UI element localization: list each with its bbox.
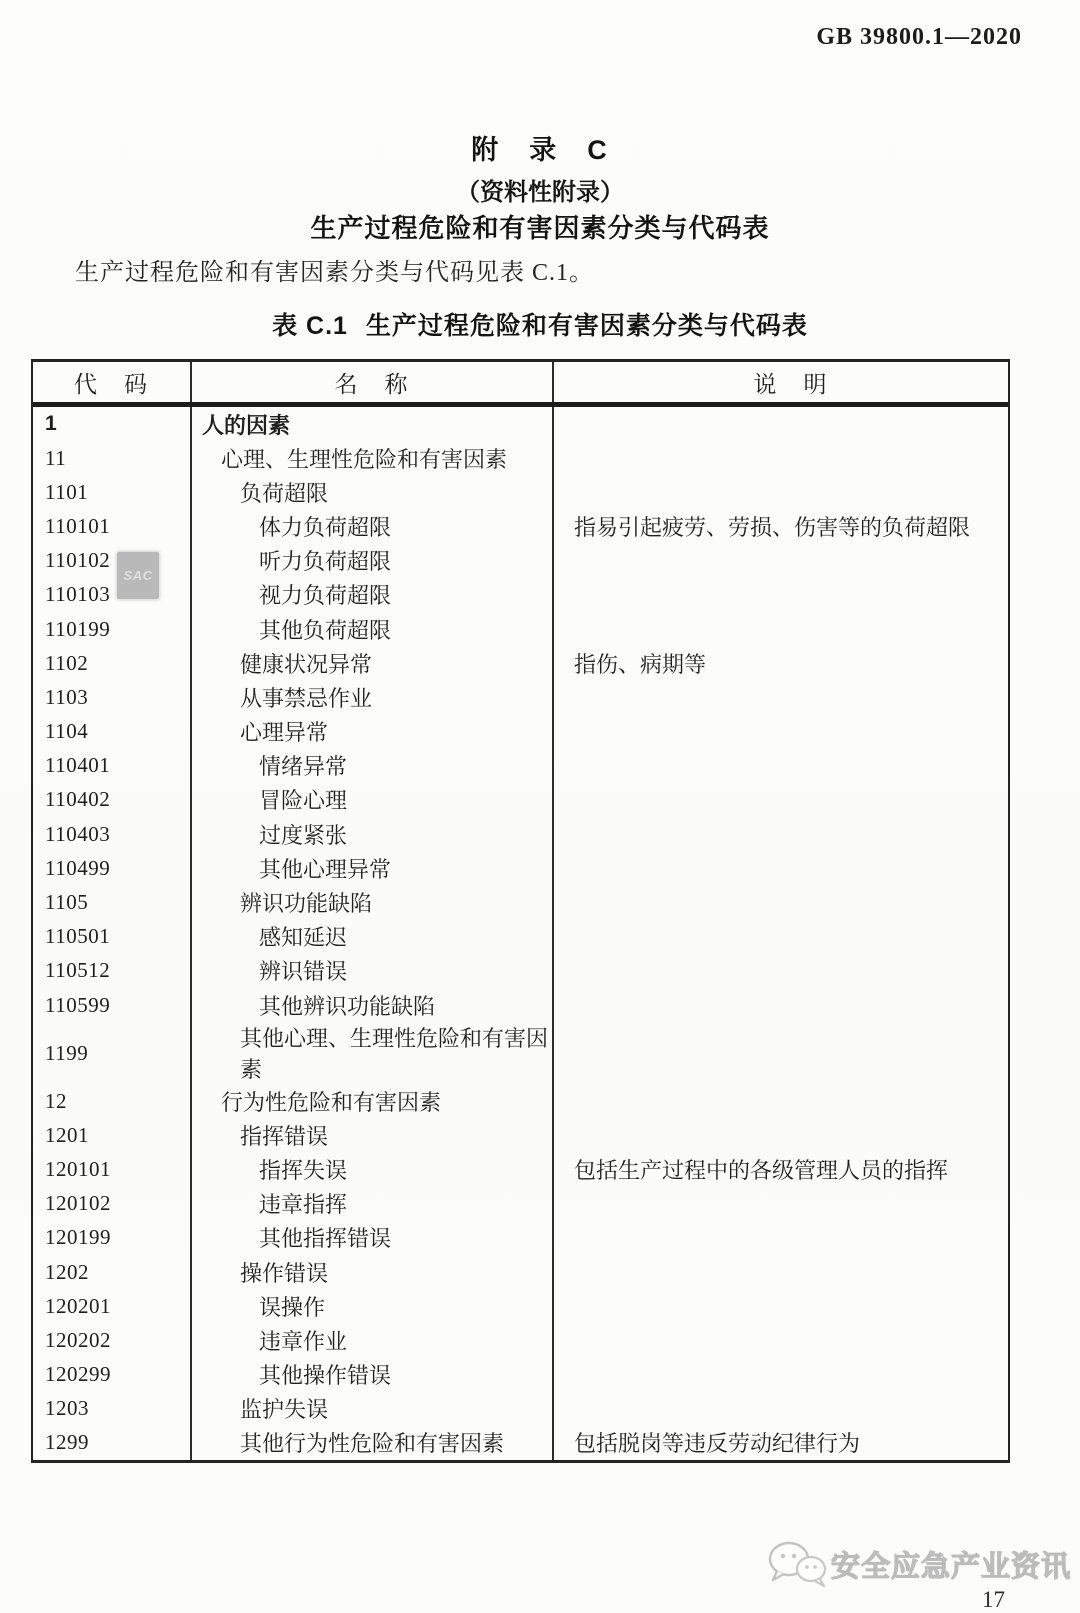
- footer-watermark: [765, 1538, 1071, 1590]
- standard-number: GB 39800.1—2020: [816, 24, 1022, 50]
- table-row: [33, 988, 1008, 1022]
- cell-name: 辨识错误: [192, 954, 554, 988]
- table-row: [33, 1187, 1008, 1221]
- cell-code: 1101: [33, 475, 192, 509]
- table-row: [33, 1221, 1008, 1255]
- cell-name: 负荷超限: [192, 475, 554, 509]
- table-header-row: [33, 362, 1008, 407]
- cell-code: 11: [33, 441, 192, 475]
- table-row: [33, 1022, 1008, 1084]
- wechat-icon: [765, 1538, 831, 1590]
- cell-name: 其他心理、生理性危险和有害因素: [192, 1022, 554, 1084]
- cell-note: [554, 1323, 1008, 1357]
- cell-note: [554, 1392, 1008, 1426]
- cell-note: 包括脱岗等违反劳动纪律行为: [574, 1431, 861, 1457]
- table-row: [33, 1084, 1008, 1118]
- table-row: [33, 544, 1008, 578]
- cell-name: 指挥失误: [192, 1152, 554, 1186]
- cell-note: [554, 578, 1008, 612]
- table-row: [33, 715, 1008, 749]
- cell-name: 人的因素: [192, 407, 554, 441]
- cell-name: 指挥错误: [192, 1118, 554, 1152]
- table-caption: [0, 306, 1080, 342]
- cell-note: 指易引起疲劳、劳损、伤害等的负荷超限: [574, 515, 971, 541]
- cell-code: 1103: [33, 680, 192, 714]
- cell-name: 其他指挥错误: [192, 1221, 554, 1255]
- footer-brand-text: 安全应急产业资讯: [831, 1550, 1072, 1583]
- page-number: 17: [982, 1587, 1005, 1612]
- cell-name: 心理、生理性危险和有害因素: [192, 441, 554, 475]
- appendix-title: 附 录 C: [471, 135, 609, 165]
- sac-watermark-stamp: SAC: [117, 552, 159, 599]
- cell-name: 行为性危险和有害因素: [192, 1084, 554, 1118]
- table-row: [33, 817, 1008, 851]
- cell-code: 110199: [33, 612, 192, 646]
- cell-name: 体力负荷超限: [192, 510, 554, 544]
- cell-code: 120199: [33, 1221, 192, 1255]
- table-caption-number: 表 C.1: [272, 312, 348, 340]
- cell-note: [554, 1255, 1008, 1289]
- cell-code: 110499: [33, 851, 192, 885]
- table-row: [33, 441, 1008, 475]
- table-row: [33, 475, 1008, 509]
- cell-code: 1104: [33, 715, 192, 749]
- cell-name: 监护失误: [192, 1392, 554, 1426]
- cell-name: 过度紧张: [192, 817, 554, 851]
- cell-name: 其他心理异常: [192, 851, 554, 885]
- cell-note: [554, 715, 1008, 749]
- cell-code: 120202: [33, 1323, 192, 1357]
- cell-note: [554, 1289, 1008, 1323]
- cell-code: 110512: [33, 954, 192, 988]
- cell-code: 1202: [33, 1255, 192, 1289]
- cell-code: 1203: [33, 1392, 192, 1426]
- cell-code: 1102: [33, 646, 192, 680]
- column-header-code: 代 码: [33, 362, 192, 402]
- table-row: [33, 646, 1008, 680]
- cell-note: [554, 988, 1008, 1022]
- table-row: [33, 1392, 1008, 1426]
- classification-table: [31, 359, 1010, 1463]
- intro-paragraph: 生产过程危险和有害因素分类与代码见表 C.1。: [75, 260, 595, 286]
- cell-note: 包括生产过程中的各级管理人员的指挥: [574, 1158, 949, 1184]
- cell-code: 110101: [33, 510, 192, 544]
- cell-name: 从事禁忌作业: [192, 680, 554, 714]
- table-row: [33, 680, 1008, 714]
- cell-code: 120201: [33, 1289, 192, 1323]
- cell-note: [554, 783, 1008, 817]
- cell-code: 120101: [33, 1152, 192, 1186]
- cell-name: 违章作业: [192, 1323, 554, 1357]
- cell-code: 120102: [33, 1187, 192, 1221]
- cell-name: 其他负荷超限: [192, 612, 554, 646]
- cell-code: 110402: [33, 783, 192, 817]
- table-row: [33, 783, 1008, 817]
- cell-code: 120299: [33, 1357, 192, 1391]
- classification-table-body: [33, 407, 1008, 1460]
- table-row: [33, 612, 1008, 646]
- appendix-heading: 生产过程危险和有害因素分类与代码表: [310, 213, 770, 243]
- cell-note: [554, 1084, 1008, 1118]
- cell-name: 情绪异常: [192, 749, 554, 783]
- cell-name: 冒险心理: [192, 783, 554, 817]
- table-caption-title: 生产过程危险和有害因素分类与代码表: [365, 312, 808, 340]
- table-row: [33, 851, 1008, 885]
- cell-note: [554, 544, 1008, 578]
- cell-code: 110403: [33, 817, 192, 851]
- cell-note: [554, 954, 1008, 988]
- cell-name: 操作错误: [192, 1255, 554, 1289]
- table-row: [33, 1255, 1008, 1289]
- cell-name: 其他操作错误: [192, 1357, 554, 1391]
- cell-note: [554, 475, 1008, 509]
- cell-note: [554, 1357, 1008, 1391]
- cell-name: 其他行为性危险和有害因素: [192, 1426, 554, 1460]
- cell-note: [554, 885, 1008, 919]
- cell-code: 1299: [33, 1426, 192, 1460]
- table-row: [33, 749, 1008, 783]
- cell-name: 其他辨识功能缺陷: [192, 988, 554, 1022]
- cell-code: 110599: [33, 988, 192, 1022]
- table-row: [33, 954, 1008, 988]
- cell-name: 心理异常: [192, 715, 554, 749]
- cell-note: [554, 1221, 1008, 1255]
- table-row: [33, 510, 1008, 544]
- cell-note: [554, 749, 1008, 783]
- cell-note: 指伤、病期等: [574, 651, 707, 677]
- cell-note: [554, 1118, 1008, 1152]
- cell-note: [554, 817, 1008, 851]
- table-row: [33, 1357, 1008, 1391]
- cell-name: 健康状况异常: [192, 646, 554, 680]
- cell-name: 感知延迟: [192, 920, 554, 954]
- table-row: [33, 1289, 1008, 1323]
- appendix-subtitle: （资料性附录）: [456, 179, 624, 206]
- cell-code: 1105: [33, 885, 192, 919]
- cell-note: [554, 612, 1008, 646]
- cell-note: [554, 680, 1008, 714]
- table-row: [33, 1323, 1008, 1357]
- cell-code: 1201: [33, 1118, 192, 1152]
- cell-note: [554, 851, 1008, 885]
- cell-note: [554, 920, 1008, 954]
- table-row: [33, 578, 1008, 612]
- table-row: [33, 1426, 1008, 1460]
- cell-note: [554, 407, 1008, 441]
- table-row: [33, 885, 1008, 919]
- column-header-name: 名 称: [192, 362, 554, 402]
- table-row: [33, 920, 1008, 954]
- table-row: [33, 1118, 1008, 1152]
- cell-name: 违章指挥: [192, 1187, 554, 1221]
- cell-code: 110501: [33, 920, 192, 954]
- cell-note: [554, 441, 1008, 475]
- cell-name: 视力负荷超限: [192, 578, 554, 612]
- cell-code: 110401: [33, 749, 192, 783]
- cell-note: [554, 1187, 1008, 1221]
- cell-code: 110102: [33, 544, 192, 578]
- table-row: [33, 407, 1008, 441]
- cell-code: 110103: [33, 578, 192, 612]
- cell-name: 辨识功能缺陷: [192, 885, 554, 919]
- cell-code: 1199: [33, 1022, 192, 1084]
- table-row: [33, 1152, 1008, 1186]
- column-header-note: 说 明: [753, 371, 829, 397]
- cell-note: [554, 1022, 1008, 1084]
- cell-name: 误操作: [192, 1289, 554, 1323]
- cell-code: 12: [33, 1084, 192, 1118]
- cell-code: 1: [33, 407, 192, 441]
- cell-name: 听力负荷超限: [192, 544, 554, 578]
